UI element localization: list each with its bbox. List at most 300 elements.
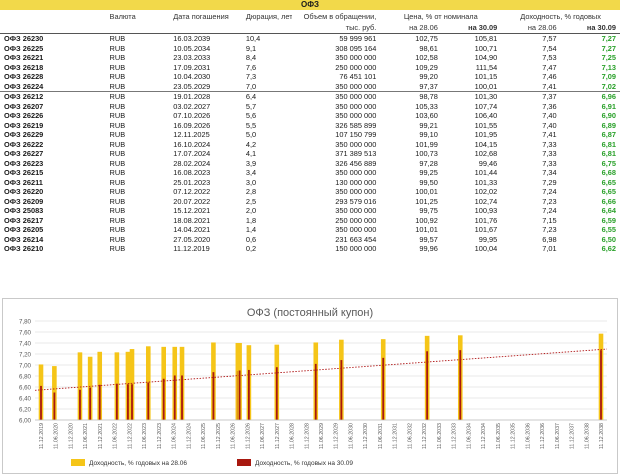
currency: RUB (109, 101, 126, 111)
yield-new: 6,55 (601, 225, 616, 234)
legend-label-new: Доходность, % годовых на 30.09 (255, 460, 354, 467)
price-old: 100,73 (415, 149, 438, 158)
currency: RUB (109, 149, 126, 158)
yield-new: 6,91 (601, 101, 616, 111)
maturity-date: 15.12.2021 (173, 206, 211, 215)
table-title: ОФЗ (0, 0, 620, 10)
currency: RUB (109, 120, 126, 130)
table-row (0, 140, 620, 150)
bar-yield-new (276, 367, 278, 420)
yield-new: 6,65 (601, 187, 616, 196)
currency: RUB (109, 72, 126, 81)
x-tick-label: 11.12.2026 (245, 423, 252, 450)
currency: RUB (109, 158, 126, 168)
yield-old: 7,40 (542, 111, 557, 120)
price-new: 101,33 (474, 177, 498, 187)
price-new: 104,90 (474, 53, 498, 62)
bond-name: ОФЗ 26224 (4, 81, 44, 91)
bar-yield-new (239, 371, 241, 421)
volume: 350 000 000 (292, 92, 380, 102)
duration: 10,4 (245, 34, 261, 43)
x-tick-label: 11.06.2023 (142, 423, 149, 450)
yield-new: 6,96 (561, 92, 620, 102)
yield-old: 7,33 (542, 158, 557, 168)
col-yield: Доходность, % годовых (520, 11, 601, 21)
duration: 3,4 (245, 168, 257, 177)
x-tick-label: 11.12.2032 (422, 423, 429, 450)
duration: 2,8 (245, 187, 257, 196)
yield-new: 6,59 (601, 215, 616, 225)
yield-old: 7,57 (542, 34, 557, 43)
yield-chart (2, 298, 618, 474)
col-yield-new: на 30.09 (561, 22, 620, 34)
yield-new: 6,81 (601, 139, 616, 149)
x-tick-label: 11.06.2021 (83, 423, 90, 450)
bar-yield-new (53, 393, 55, 421)
bar-yield-new (147, 383, 149, 420)
volume: 350 000 000 (335, 53, 377, 62)
table-row (0, 63, 620, 73)
currency: RUB (109, 244, 126, 253)
price-old: 98,78 (380, 92, 442, 102)
bar-yield-new (340, 360, 342, 420)
x-tick-label: 11.12.2028 (304, 423, 311, 450)
price-new: 101,67 (474, 225, 498, 234)
duration: 5,0 (245, 130, 257, 139)
table-subheader-row (0, 22, 620, 34)
table-row (0, 34, 620, 44)
yield-new: 6,89 (601, 120, 616, 130)
volume: 76 451 101 (339, 72, 377, 81)
currency: RUB (109, 43, 126, 53)
volume: 350 000 000 (335, 225, 377, 234)
yield-old: 7,53 (542, 53, 557, 62)
yield-old: 7,41 (542, 81, 557, 91)
x-tick-label: 11.12.2029 (333, 423, 340, 450)
bar-yield-new (40, 386, 42, 420)
yield-new: 6,50 (601, 234, 616, 244)
currency: RUB (109, 234, 126, 244)
price-old: 105,33 (415, 101, 438, 111)
bond-name: ОФЗ 26222 (4, 139, 44, 149)
yield-old: 7,36 (542, 101, 557, 111)
yield-old: 7,15 (542, 215, 557, 225)
col-duration: Дюрация, лет (245, 11, 293, 21)
volume: 250 000 000 (335, 62, 377, 72)
volume: 308 095 164 (335, 43, 377, 53)
price-old: 99,10 (419, 130, 438, 139)
bond-name: ОФЗ 26229 (4, 130, 44, 139)
x-tick-label: 11.12.2033 (451, 423, 458, 450)
bar-yield-new (99, 385, 101, 420)
col-price: Цена, % от номинала (403, 11, 478, 21)
x-tick-label: 11.06.2026 (230, 423, 237, 450)
price-old: 99,21 (419, 120, 438, 130)
currency: RUB (106, 92, 170, 102)
x-tick-label: 11.12.2019 (39, 423, 45, 450)
maturity-date: 23.03.2033 (173, 53, 211, 62)
x-tick-label: 11.12.2020 (68, 423, 75, 450)
duration: 2,0 (245, 206, 257, 215)
x-tick-label: 11.12.2035 (510, 423, 517, 450)
yield-old: 7,37 (501, 92, 560, 102)
price-new: 99,46 (478, 158, 498, 168)
price-old: 97,37 (419, 81, 438, 91)
yield-old: 7,23 (542, 225, 557, 234)
volume: 326 456 889 (335, 158, 377, 168)
y-tick-label: 6,00 (18, 417, 31, 425)
yield-old: 7,34 (542, 168, 557, 177)
bond-name: ОФЗ 26227 (4, 149, 44, 158)
duration: 0,6 (245, 234, 257, 244)
legend-label-old: Доходность, % годовых на 28.06 (89, 460, 188, 467)
duration: 3,0 (245, 177, 257, 187)
price-old: 98,61 (419, 43, 438, 53)
yield-new: 6,68 (601, 168, 616, 177)
bar-yield-new (131, 384, 133, 420)
bond-name: ОФЗ 26214 (4, 234, 44, 244)
x-tick-label: 11.06.2036 (525, 423, 532, 450)
duration: 3,9 (245, 158, 257, 168)
table-row (0, 121, 620, 131)
bar-yield-new (213, 372, 215, 420)
x-tick-label: 11.06.2027 (260, 423, 267, 450)
price-new: 101,44 (474, 168, 498, 177)
bond-name: ОФЗ 26226 (4, 111, 44, 120)
col-price-old: на 28.06 (380, 22, 442, 34)
table-row (0, 244, 620, 254)
table-row (0, 159, 620, 169)
maturity-date: 07.10.2026 (173, 111, 211, 120)
x-tick-label: 11.12.2036 (540, 423, 547, 450)
x-tick-label: 11.06.2034 (466, 423, 473, 450)
maturity-date: 27.05.2020 (173, 234, 211, 244)
maturity-date: 17.07.2024 (173, 149, 211, 158)
volume: 350 000 000 (335, 187, 377, 196)
duration: 4,1 (245, 149, 257, 158)
bond-name: ОФЗ 26221 (4, 53, 44, 62)
currency: RUB (109, 177, 126, 187)
bar-yield-new (174, 375, 176, 420)
yield-old: 7,33 (542, 149, 557, 158)
x-tick-label: 11.06.2025 (201, 423, 208, 450)
x-tick-label: 11.12.2022 (127, 423, 134, 450)
x-tick-label: 11.06.2020 (53, 423, 60, 450)
bond-name: ОФЗ 26207 (4, 101, 44, 111)
table-row (0, 235, 620, 245)
table-row (0, 197, 620, 207)
table-row (0, 82, 620, 92)
yield-new: 7,13 (601, 62, 616, 72)
x-tick-label: 11.06.2038 (584, 423, 591, 450)
maturity-date: 25.01.2023 (173, 177, 211, 187)
yield-new: 7,25 (601, 53, 616, 62)
price-new: 111,54 (475, 62, 498, 72)
bond-name: ОФЗ 26205 (4, 225, 44, 234)
currency: RUB (109, 225, 126, 234)
y-tick-label: 6,40 (18, 395, 31, 403)
yield-old: 7,23 (542, 196, 557, 206)
price-old: 97,28 (419, 158, 438, 168)
yield-old: 7,41 (542, 130, 557, 139)
yield-new: 7,09 (601, 72, 616, 81)
yield-new: 7,27 (601, 34, 616, 43)
currency: RUB (109, 62, 126, 72)
x-tick-label: 11.12.2021 (97, 423, 104, 450)
maturity-date: 16.03.2039 (173, 34, 211, 43)
volume: 250 000 000 (335, 215, 377, 225)
price-new: 100,04 (474, 244, 498, 253)
table-row (0, 206, 620, 216)
bond-name: ОФЗ 26212 (0, 92, 106, 102)
y-tick-label: 6,60 (18, 384, 31, 392)
volume: 350 000 000 (335, 139, 377, 149)
price-new: 100,93 (474, 206, 498, 215)
table-header-row (0, 11, 620, 22)
table-row (0, 225, 620, 235)
yield-new: 6,75 (601, 158, 616, 168)
currency: RUB (109, 187, 126, 196)
yield-old: 7,54 (542, 43, 557, 53)
yield-old: 7,47 (542, 62, 557, 72)
yield-old: 7,29 (542, 177, 557, 187)
yield-chart-svg (3, 299, 617, 473)
maturity-date: 07.12.2022 (173, 187, 211, 196)
duration: 6,4 (242, 92, 293, 102)
maturity-date: 10.05.2034 (173, 43, 211, 53)
col-price-new: на 30.09 (442, 22, 501, 34)
currency: RUB (109, 34, 126, 43)
bar-yield-new (89, 388, 91, 420)
bar-yield-new (181, 375, 183, 420)
yield-old: 7,46 (542, 72, 557, 81)
maturity-date: 28.02.2024 (173, 158, 211, 168)
price-old: 101,01 (415, 225, 438, 234)
duration: 5,6 (245, 111, 257, 120)
volume: 350 000 000 (335, 111, 377, 120)
price-new: 102,74 (474, 196, 498, 206)
duration: 8,4 (245, 53, 257, 62)
duration: 7,0 (245, 81, 257, 91)
bond-name: ОФЗ 26218 (4, 62, 44, 72)
duration: 7,3 (245, 72, 257, 81)
x-tick-label: 11.06.2029 (319, 423, 325, 450)
x-tick-label: 11.06.2035 (495, 423, 502, 450)
price-old: 99,50 (419, 177, 438, 187)
bond-name: ОФЗ 26215 (4, 168, 44, 177)
maturity-date: 23.05.2029 (173, 81, 211, 91)
x-tick-label: 11.06.2024 (171, 423, 178, 450)
duration: 1,4 (245, 225, 257, 234)
yield-new: 6,87 (601, 130, 616, 139)
y-tick-label: 7,00 (18, 362, 31, 370)
price-old: 100,01 (415, 187, 438, 196)
yield-old: 7,24 (542, 206, 557, 215)
bond-name: ОФЗ 26230 (4, 34, 44, 43)
volume: 150 000 000 (335, 244, 377, 253)
currency: RUB (109, 53, 126, 62)
x-tick-label: 11.06.2032 (407, 423, 414, 450)
currency: RUB (109, 206, 126, 215)
x-tick-label: 11.12.2025 (215, 423, 222, 450)
yield-old: 6,98 (542, 234, 557, 244)
col-yield-old: на 28.06 (501, 22, 560, 34)
y-tick-label: 6,80 (18, 373, 31, 381)
volume: 326 585 899 (335, 120, 377, 130)
maturity-date: 10.04.2030 (173, 72, 211, 81)
x-tick-label: 11.12.2024 (186, 423, 193, 450)
bond-name: ОФЗ 26209 (4, 196, 44, 206)
bar-yield-new (79, 390, 81, 420)
table-row (0, 111, 620, 121)
col-currency: Валюта (109, 11, 136, 21)
duration: 2,5 (245, 196, 257, 206)
currency: RUB (109, 111, 126, 120)
bond-name: ОФЗ 26220 (4, 187, 44, 196)
x-tick-label: 11.12.2023 (156, 423, 163, 450)
price-new: 101,15 (474, 72, 498, 81)
currency: RUB (109, 196, 126, 206)
yield-new: 6,66 (601, 196, 616, 206)
maturity-date: 14.04.2021 (173, 225, 211, 234)
bar-yield-new (163, 379, 165, 420)
volume: 350 000 000 (335, 168, 377, 177)
currency: RUB (109, 215, 126, 225)
price-old: 101,99 (415, 139, 438, 149)
price-old: 99,75 (419, 206, 438, 215)
x-tick-label: 11.12.2030 (363, 423, 370, 450)
duration: 5,5 (245, 120, 257, 130)
bar-yield-new (127, 384, 129, 420)
x-tick-label: 11.06.2031 (377, 423, 384, 450)
volume: 59 999 961 (339, 34, 377, 43)
table-row (0, 216, 620, 226)
yield-new: 6,81 (601, 149, 616, 158)
duration: 0,2 (245, 244, 257, 253)
bond-name: ОФЗ 26217 (4, 215, 44, 225)
duration: 9,1 (245, 43, 257, 53)
price-new: 102,68 (474, 149, 498, 158)
price-new: 101,30 (442, 92, 501, 102)
y-tick-label: 7,80 (18, 318, 31, 326)
price-new: 101,95 (474, 130, 498, 139)
bar-yield-new (315, 364, 317, 420)
table-row (0, 187, 620, 197)
x-tick-label: 11.06.2022 (112, 423, 119, 450)
table-row (0, 130, 620, 140)
volume: 293 579 016 (335, 196, 377, 206)
col-maturity: Дата погашения (173, 11, 229, 21)
table-row (0, 53, 620, 63)
volume: 107 150 799 (335, 130, 377, 139)
volume: 231 663 454 (335, 234, 377, 244)
x-tick-label: 11.12.2038 (599, 423, 605, 450)
bonds-table (0, 11, 620, 254)
price-old: 99,25 (419, 168, 438, 177)
yield-new: 7,27 (601, 43, 616, 53)
x-tick-label: 11.12.2034 (481, 423, 488, 450)
price-new: 105,81 (474, 34, 498, 43)
yield-new: 6,90 (601, 111, 616, 120)
price-new: 106,40 (474, 111, 498, 120)
y-tick-label: 7,60 (18, 329, 31, 337)
bond-name: ОФЗ 26211 (4, 177, 43, 187)
maturity-date: 12.11.2025 (173, 130, 210, 139)
legend-swatch-old (71, 459, 85, 466)
x-tick-label: 11.06.2028 (289, 423, 296, 450)
yield-new: 7,02 (601, 81, 616, 91)
x-tick-label: 11.06.2033 (436, 423, 443, 450)
bond-name: ОФЗ 26219 (4, 120, 44, 130)
currency: RUB (109, 139, 126, 149)
volume: 350 000 000 (335, 81, 377, 91)
price-new: 104,15 (474, 139, 498, 149)
price-old: 102,75 (415, 34, 438, 43)
table-row (0, 168, 620, 178)
price-old: 99,20 (419, 72, 438, 81)
table-row (0, 178, 620, 188)
maturity-date: 18.08.2021 (173, 215, 211, 225)
price-new: 102,02 (474, 187, 498, 196)
table-row (0, 102, 620, 112)
x-tick-label: 11.06.2030 (348, 423, 355, 450)
bar-yield-new (248, 370, 250, 420)
table-row (0, 44, 620, 54)
duration: 5,7 (245, 101, 257, 111)
y-tick-label: 7,20 (18, 351, 31, 359)
col-volume: Объем в обращении, (303, 11, 377, 21)
bar-yield-new (116, 384, 118, 420)
y-tick-label: 6,20 (18, 406, 31, 414)
y-tick-label: 7,40 (18, 340, 31, 348)
price-new: 99,95 (478, 234, 498, 244)
x-tick-label: 11.12.2037 (569, 423, 576, 450)
duration: 1,8 (245, 215, 257, 225)
price-new: 101,55 (474, 120, 498, 130)
bond-name: ОФЗ 25083 (4, 206, 44, 215)
bond-name: ОФЗ 26228 (4, 72, 44, 81)
maturity-date: 16.09.2026 (173, 120, 211, 130)
bond-name: ОФЗ 26225 (4, 43, 44, 53)
x-tick-label: 11.12.2031 (392, 423, 399, 450)
yield-old: 7,01 (542, 244, 557, 253)
trend-line (35, 349, 607, 390)
x-tick-label: 11.12.2027 (274, 423, 281, 450)
bond-name: ОФЗ 26210 (4, 244, 44, 253)
maturity-date: 16.08.2023 (173, 168, 211, 177)
yield-old: 7,40 (542, 120, 557, 130)
volume: 350 000 000 (335, 206, 377, 215)
yield-new: 6,64 (601, 206, 616, 215)
yield-old: 7,24 (542, 187, 557, 196)
legend-swatch-new (237, 459, 251, 466)
table-row (0, 149, 620, 159)
currency: RUB (109, 130, 126, 139)
maturity-date: 20.07.2022 (173, 196, 211, 206)
maturity-date: 17.09.2031 (173, 62, 211, 72)
volume: 350 000 000 (335, 101, 377, 111)
duration: 4,2 (245, 139, 257, 149)
price-old: 100,92 (415, 215, 438, 225)
yield-new: 6,62 (601, 244, 616, 253)
duration: 7,6 (245, 62, 257, 72)
bond-name: ОФЗ 26223 (4, 158, 44, 168)
bar-yield-new (459, 350, 461, 420)
bar-yield-new (382, 358, 384, 420)
chart-title: ОФЗ (постоянный купон) (246, 307, 374, 319)
price-old: 102,58 (415, 53, 438, 62)
price-new: 100,71 (474, 43, 498, 53)
